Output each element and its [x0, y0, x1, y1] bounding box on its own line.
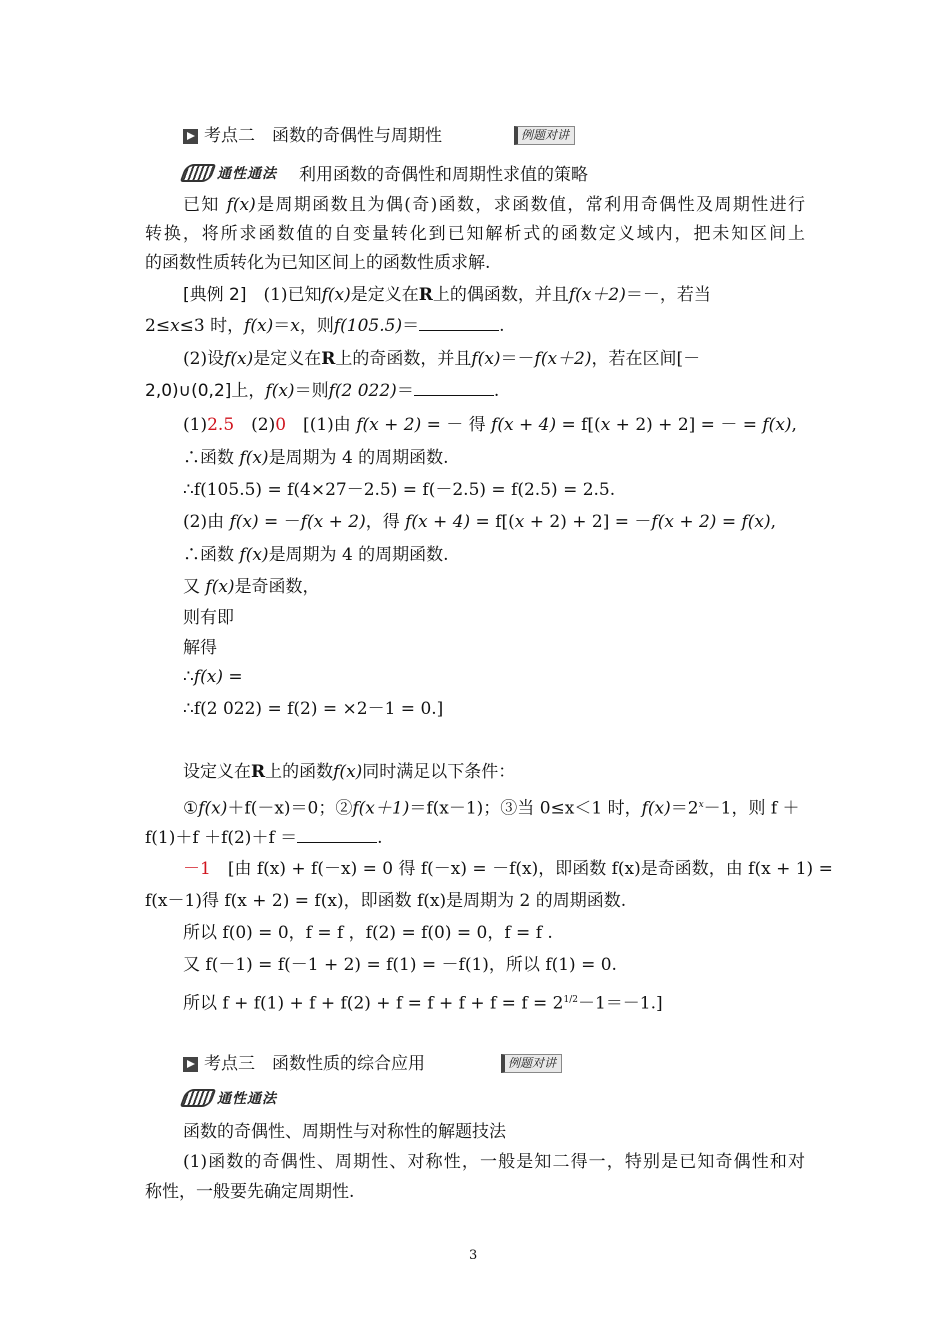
example-badge: 例题对讲 — [514, 126, 575, 145]
answer-line-10: ∴f(2 022) = f(2) = ×2－1 = 0.] — [183, 699, 444, 719]
answer-line-7: 则有即 — [183, 608, 234, 628]
section-header-3 — [183, 1052, 425, 1076]
method-header-2 — [183, 1088, 277, 1108]
method-header-1 — [183, 160, 588, 185]
practice-line-2: ①f(x)＋f(－x)＝0；②f(x＋1)＝f(x－1)；③当 0≤x＜1 时，$f(x)=2^x-1$，则 f ＋ — [183, 798, 800, 819]
answer-line-2: ∴函数 f(x)是周期为 4 的周期函数. — [183, 448, 449, 468]
method-title: 利用函数的奇偶性和周期性求值的策略 — [299, 165, 588, 185]
example-question-1: [典例 2] (1)已知f(x)是定义在R上的偶函数，并且f(x＋2)＝－，若当 — [183, 285, 711, 305]
answer-line-3: ∴f(105.5) = f(4×27－2.5) = f(－2.5) = f(2.5) = 2.5. — [183, 480, 616, 500]
answer-blank — [419, 316, 499, 331]
example-question-2b: 2,0)∪(0,2]上，f(x)＝则f(2 022)＝ . — [145, 381, 500, 401]
play-triangle-icon — [183, 129, 198, 144]
para-line: 已知 f(x)是周期函数且为偶(奇)函数，求函数值，常利用奇偶性及周期性进行 — [183, 195, 806, 215]
practice-answer-1: －1 [由 f(x) + f(－x) = 0 得 f(－x) = －f(x)，即函数 f(x)是奇函数，由 f(x + 1) = — [183, 859, 833, 879]
section-title: 考点二 函数的奇偶性与周期性 — [204, 126, 442, 146]
example-question-2: (2)设f(x)是定义在R上的奇函数，并且f(x)＝－f(x＋2)，若在区间[－ — [183, 349, 701, 369]
answer-line-5: ∴函数 f(x)是周期为 4 的周期函数. — [183, 545, 449, 565]
para-line: 转换，将所求函数值的自变量转化到已知解析式的函数定义域内，把未知区间上 — [145, 224, 805, 244]
technique-title: 函数的奇偶性、周期性与对称性的解题技法 — [183, 1122, 506, 1142]
practice-line-3: f(1)＋f ＋f(2)＋f ＝ . — [145, 828, 383, 848]
practice-line-1: 设定义在R上的函数f(x)同时满足以下条件： — [183, 762, 516, 782]
example-badge: 例题对讲 — [501, 1054, 562, 1073]
answer-line-9: ∴f(x) = — [183, 667, 243, 687]
handshake-icon — [180, 1089, 217, 1107]
practice-answer-3: 所以 f(0) = 0，f = f ，f(2) = f(0) = 0，f = f . — [183, 923, 553, 943]
method-label: 通性通法 — [217, 165, 277, 182]
practice-answer-2: f(x－1)得 f(x + 2) = f(x)，即函数 f(x)是周期为 2 的周期函数. — [145, 891, 627, 911]
method-label: 通性通法 — [217, 1091, 277, 1107]
answer-line-8: 解得 — [183, 638, 217, 658]
example-question-1b: 2≤x≤3 时，f(x)＝x，则f(105.5)＝ . — [145, 316, 505, 336]
play-triangle-icon — [183, 1057, 198, 1072]
answer-line-6: 又 f(x)是奇函数， — [183, 577, 320, 597]
para-line: (1)函数的奇偶性、周期性、对称性，一般是知二得一，特别是已知奇偶性和对 — [183, 1152, 805, 1172]
practice-answer-4: 又 f(－1) = f(－1 + 2) = f(1) = －f(1)，所以 f(1) = 0. — [183, 955, 617, 975]
section-title: 考点三 函数性质的综合应用 — [204, 1054, 425, 1074]
practice-answer-5: 所以 $f + f(1) + f + f(2) + f = f + f + f = f = 2^{1/2}-1=-1$.] — [183, 993, 663, 1014]
para-line: 称性，一般要先确定周期性. — [145, 1182, 355, 1202]
section-header-2 — [183, 124, 442, 148]
answer-blank — [297, 828, 377, 843]
para-line: 的函数性质转化为已知区间上的函数性质求解. — [145, 253, 491, 273]
handshake-icon — [180, 164, 217, 182]
page-number: 3 — [469, 1248, 478, 1263]
answer-line-1: (1)2.5 (2)0 [(1)由 f(x + 2) = － 得 f(x + 4) = f[(x + 2) + 2] = － = f(x), — [183, 415, 797, 435]
answer-line-4: (2)由 f(x) = －f(x + 2)，得 f(x + 4) = f[(x + 2) + 2] = －f(x + 2) = f(x), — [183, 512, 777, 532]
answer-blank — [414, 381, 494, 396]
